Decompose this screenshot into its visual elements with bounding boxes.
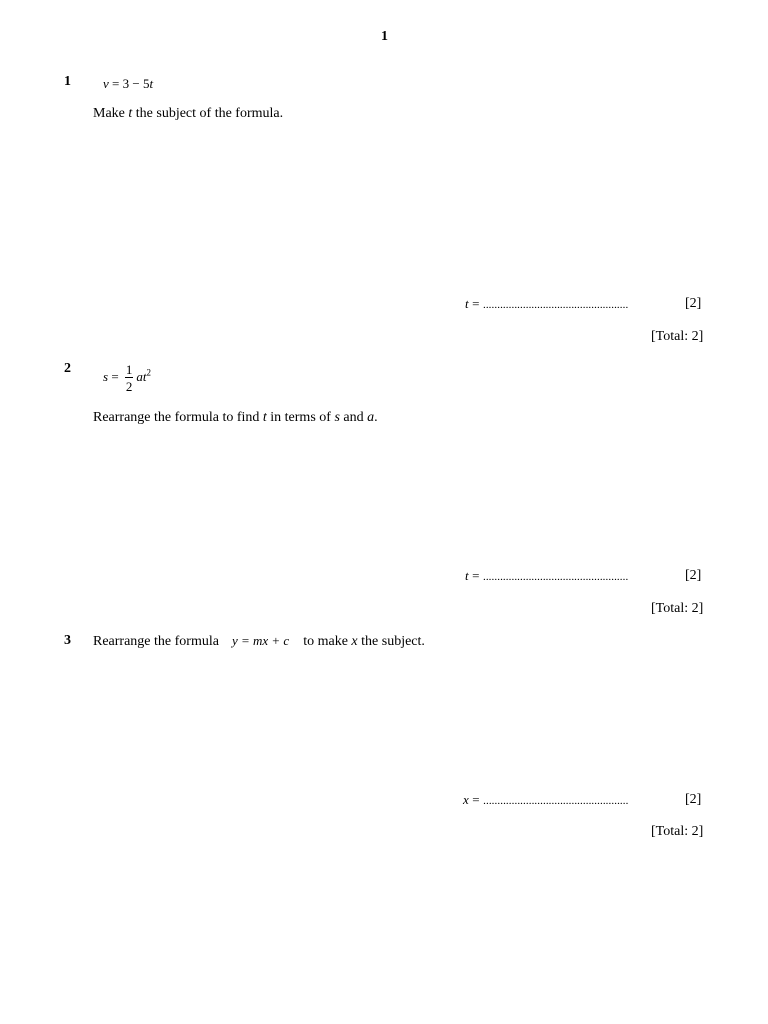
instruction-text: Rearrange the formula to find xyxy=(93,410,263,425)
instruction-var: x xyxy=(351,634,358,649)
instruction-text: and xyxy=(339,410,368,425)
instruction-text: Make xyxy=(93,106,129,121)
fraction-numerator: 1 xyxy=(125,362,133,377)
formula-var-t: t xyxy=(149,76,154,91)
question-3-number: 3 xyxy=(64,633,71,648)
formula-equals: = xyxy=(112,76,120,91)
question-3-answer-line[interactable] xyxy=(463,792,628,809)
question-1-formula xyxy=(103,76,153,92)
question-1-number: 1 xyxy=(64,74,71,89)
fraction-denominator: 2 xyxy=(125,379,133,394)
formula-fraction xyxy=(125,363,134,393)
question-2-instruction xyxy=(93,410,378,426)
instruction-text: to make xyxy=(303,634,352,649)
formula-var-v: v xyxy=(103,76,109,91)
instruction-formula: y = mx + c xyxy=(231,633,290,648)
question-3-marks: [2] xyxy=(685,792,702,807)
answer-dots: ................................................... xyxy=(483,795,629,807)
answer-var: t xyxy=(465,568,469,583)
answer-equals: = xyxy=(472,296,480,311)
instruction-var: t xyxy=(128,106,133,121)
instruction-var: s xyxy=(334,410,340,425)
answer-dots: ................................................... xyxy=(482,571,629,583)
formula-exponent: 2 xyxy=(146,367,152,378)
question-2-number: 2 xyxy=(64,361,71,376)
instruction-text: . xyxy=(374,410,378,425)
formula-var-s: s xyxy=(103,368,109,384)
answer-var: x xyxy=(463,792,469,807)
question-1-instruction xyxy=(93,106,283,122)
answer-var: t xyxy=(465,296,469,311)
question-2-total: [Total: 2] xyxy=(651,601,704,616)
question-2-marks: [2] xyxy=(685,568,702,583)
question-1-answer-line[interactable] xyxy=(465,296,628,313)
instruction-var: a xyxy=(367,410,375,425)
instruction-var: t xyxy=(262,410,267,425)
formula-rhs: 3 − 5 xyxy=(122,76,150,91)
formula-equals: = xyxy=(111,368,119,384)
question-1-total: [Total: 2] xyxy=(651,329,704,344)
instruction-text: the subject. xyxy=(357,634,425,649)
question-3-instruction xyxy=(93,633,425,650)
question-3-total: [Total: 2] xyxy=(651,824,704,839)
answer-equals: = xyxy=(472,792,480,807)
question-2-answer-line[interactable] xyxy=(465,568,628,585)
question-1-marks: [2] xyxy=(685,296,702,311)
answer-dots: ................................................... xyxy=(482,299,629,311)
instruction-text: in terms of xyxy=(266,410,335,425)
formula-tail: at xyxy=(136,368,147,384)
question-2-formula xyxy=(103,363,151,393)
instruction-text: the subject of the formula. xyxy=(132,106,284,121)
page-number: 1 xyxy=(381,29,388,44)
answer-equals: = xyxy=(472,568,480,583)
instruction-text: Rearrange the formula xyxy=(93,634,219,649)
